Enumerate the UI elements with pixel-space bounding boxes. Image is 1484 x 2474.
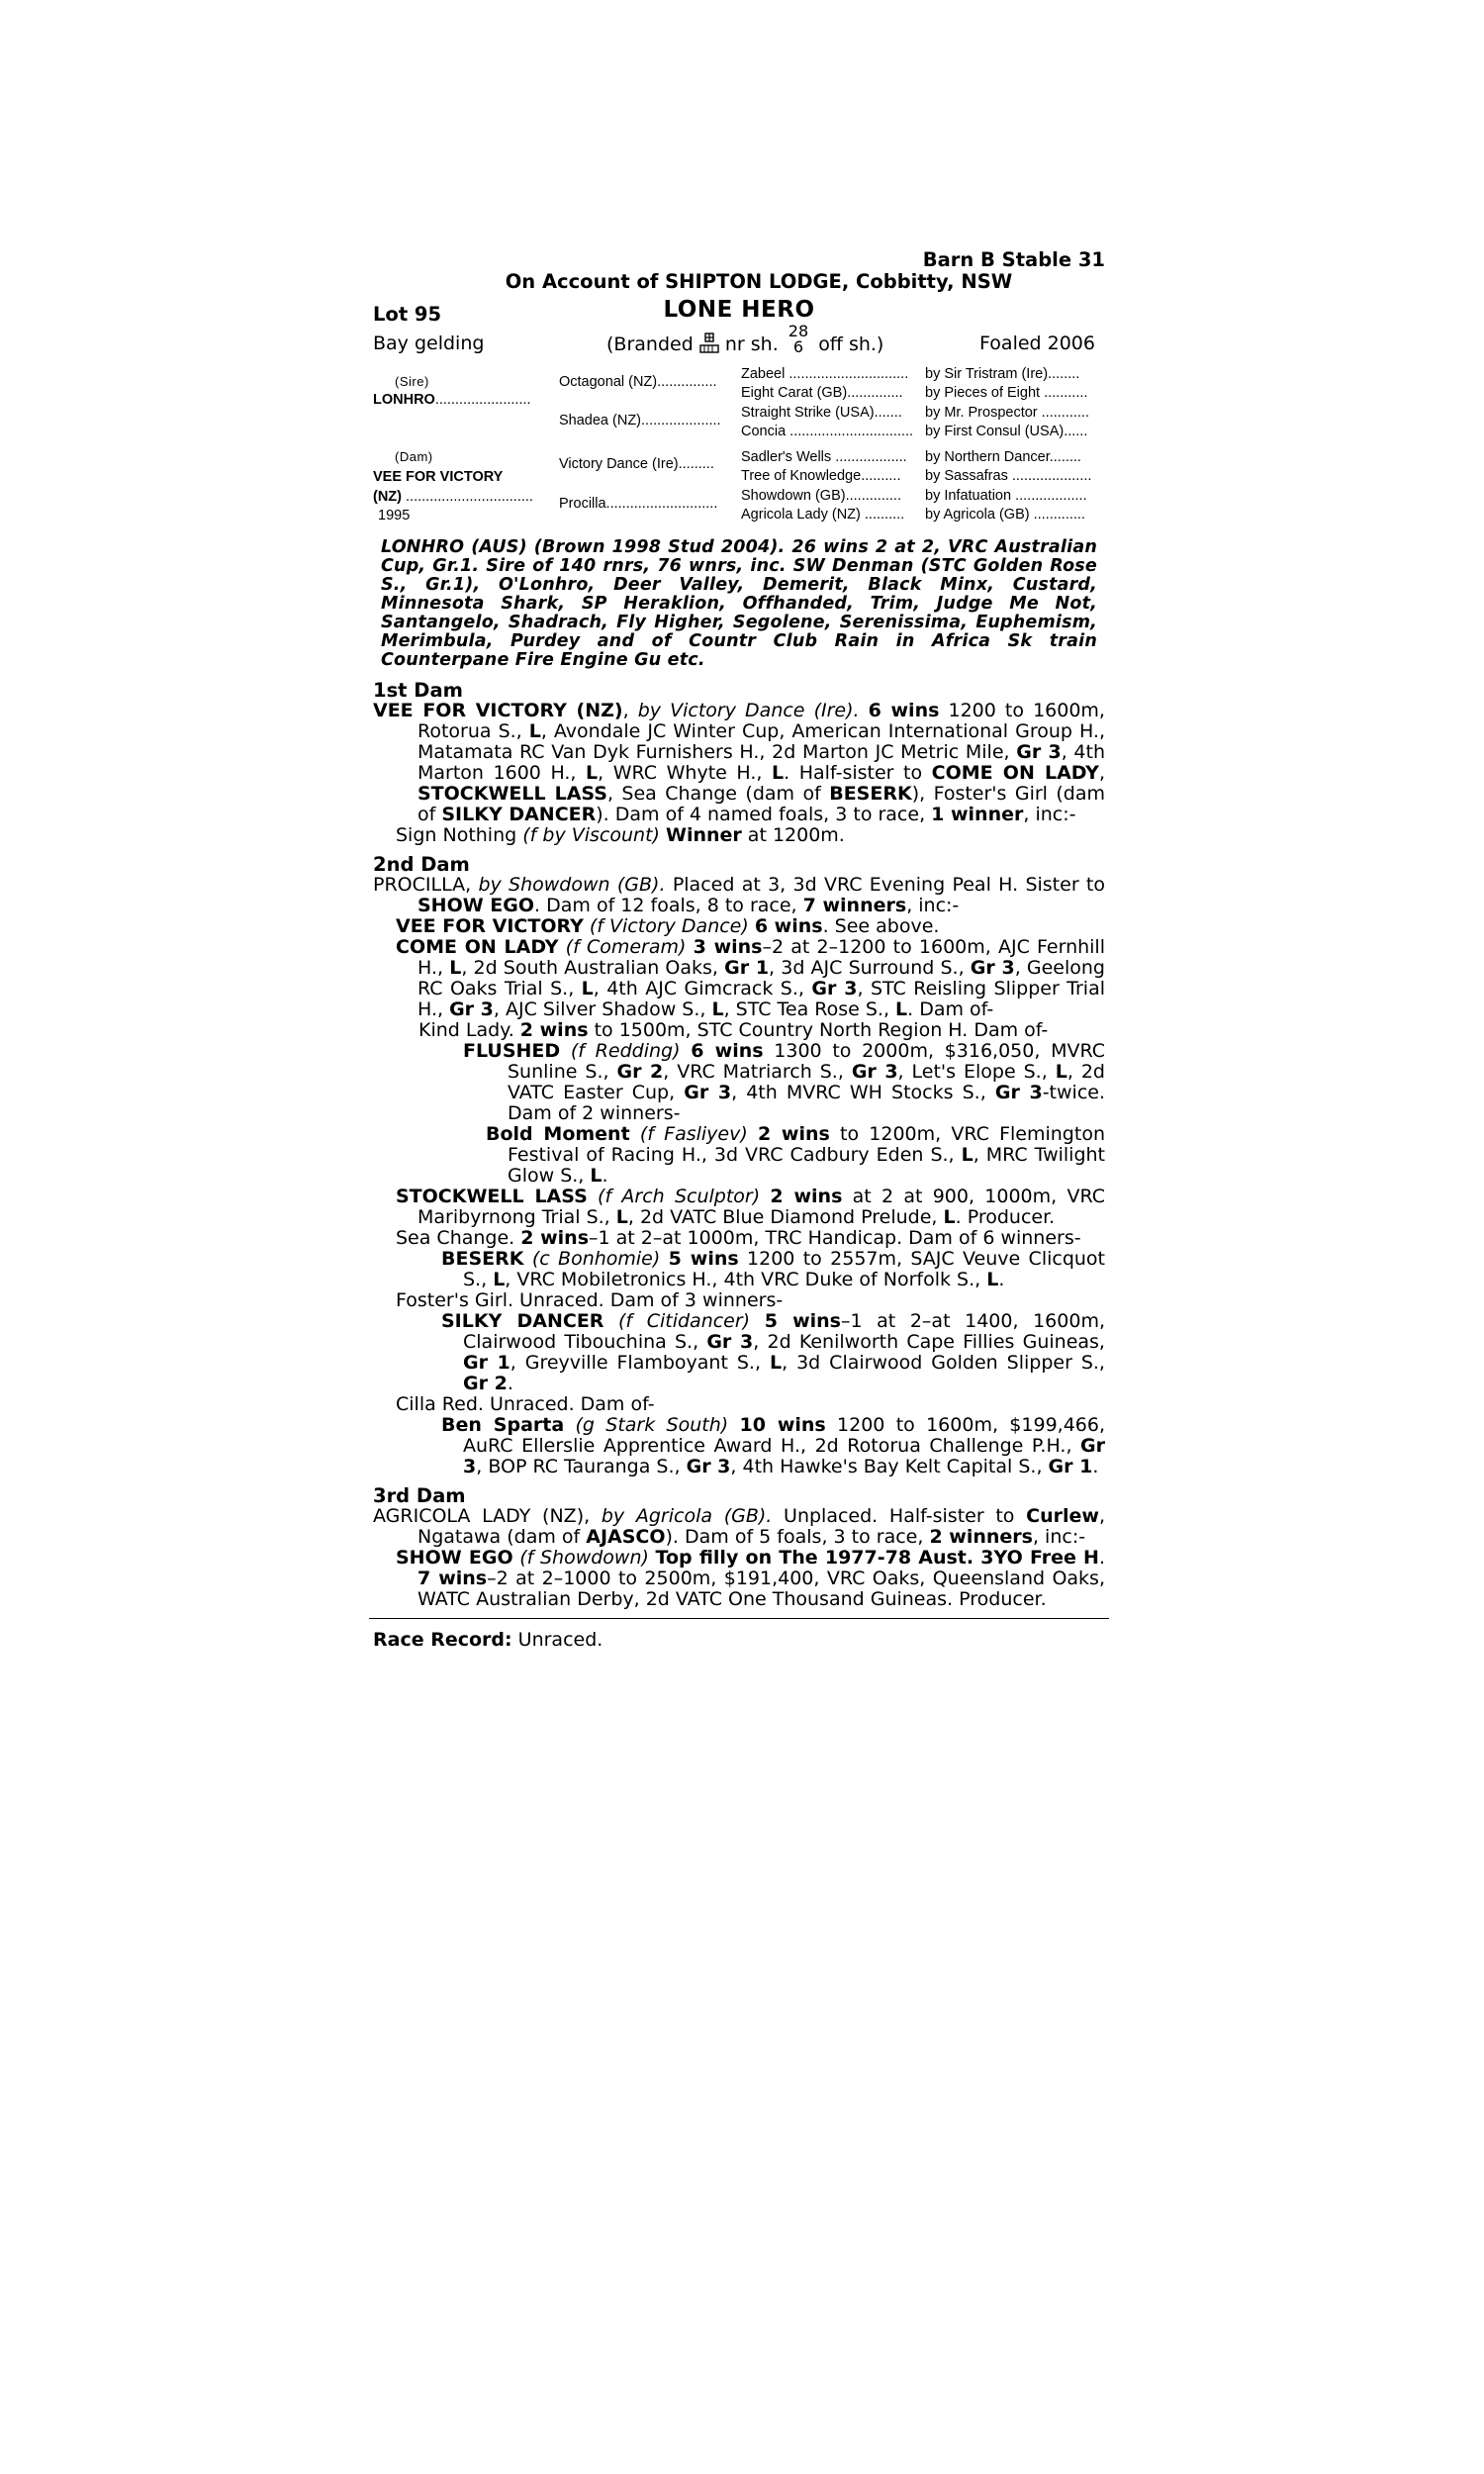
dam-name-line2: (NZ) ................................ [373, 489, 533, 505]
progeny-sign-nothing: Sign Nothing (f by Viscount) Winner at 1200m. [396, 824, 845, 846]
brand-mid: nr sh. [724, 333, 779, 355]
g3-by-7: by Infatuation .................. [925, 488, 1087, 504]
progeny-silky-dancer: SILKY DANCER (f Citidancer) 5 wins–1 at 2–at 1400, 1600m, Clairwood Tibouchina S., Gr 3, 2d Kenilworth Cape Fillies Guineas, Gr 1, Greyville Flamboyant S., L, 3d Clairwood Golden Slipper S., Gr 2. [441, 1310, 1105, 1394]
g3-name-7: Showdown (GB).............. [741, 488, 901, 504]
g3-by-4: by First Consul (USA)...... [925, 424, 1088, 439]
lot-row [373, 297, 1105, 327]
g3-by-6: by Sassafras .................... [925, 468, 1092, 484]
second-dam-entry: PROCILLA, by Showdown (GB). Placed at 3, 3d VRC Evening Peal H. Sister to SHOW EGO. Dam of 12 foals, 8 to race, 7 winners, inc:- [373, 874, 1106, 916]
g3-by-2: by Pieces of Eight ........... [925, 385, 1088, 401]
progeny-beserk: BESERK (c Bonhomie) 5 wins 1200 to 2557m, SAJC Veuve Clicquot S., L, VRC Mobiletronics H., 4th VRC Duke of Norfolk S., L. [441, 1248, 1105, 1290]
progeny-sea-change: Sea Change. 2 wins–1 at 2–at 1000m, TRC Handicap. Dam of 6 winners- [396, 1227, 1081, 1249]
progeny-cilla-red: Cilla Red. Unraced. Dam of- [396, 1393, 655, 1415]
progeny-vee-for-victory: VEE FOR VICTORY (f Victory Dance) 6 wins. See above. [396, 915, 940, 937]
first-dam-heading: 1st Dam [373, 679, 463, 702]
sire-sire: Octagonal (NZ)............... [559, 374, 717, 390]
g3-name-1: Zabeel .............................. [741, 366, 909, 382]
dam-label: (Dam) [395, 449, 433, 464]
catalogue-page [373, 249, 1105, 1651]
progeny-flushed: FLUSHED (f Redding) 6 wins 1300 to 2000m, $316,050, MVRC Sunline S., Gr 2, VRC Matriarch S., Gr 3, Let's Elope S., L, 2d VATC Easter Cup, Gr 3, 4th MVRC WH Stocks S., Gr 3-twice. Dam of 2 winners- [463, 1040, 1106, 1124]
progeny-stockwell-lass: STOCKWELL LASS (f Arch Sculptor) 2 wins at 2 at 900, 1000m, VRC Maribyrnong Trial S., L, 2d VATC Blue Diamond Prelude, L. Producer. [396, 1186, 1105, 1228]
progeny-ben-sparta: Ben Sparta (g Stark South) 10 wins 1200 to 1600m, $199,466, AuRC Ellerslie Apprentice Award H., 2d Rotorua Challenge P.H., Gr 3, BOP RC Tauranga S., Gr 3, 4th Hawke's Bay Kelt Capital S., Gr 1. [441, 1414, 1106, 1477]
third-dam-heading: 3rd Dam [373, 1484, 466, 1507]
progeny-kind-lady: Kind Lady. 2 wins to 1500m, STC Country North Region H. Dam of- [418, 1019, 1049, 1041]
g3-name-6: Tree of Knowledge.......... [741, 468, 901, 484]
horse-name: LONE HERO [663, 297, 815, 323]
brand-mark-icon [699, 333, 719, 354]
horse-details-row [373, 322, 1105, 366]
g3-name-8: Agricola Lady (NZ) .......... [741, 507, 905, 523]
dam-dam: Procilla............................ [559, 496, 718, 512]
brand-open: (Branded [606, 333, 694, 355]
g3-name-4: Concia ............................... [741, 424, 914, 439]
sire-summary: LONHRO (AUS) (Brown 1998 Stud 2004). 26 wins 2 at 2, VRC Australian Cup, Gr.1. Sire of 140 rnrs, 76 wnrs, inc. SW Denman (STC Golden Rose S., Gr.1), O'Lonhro, Deer Valley, Demerit, Black Minx, Custard, Minnesota Shark, SP Heraklion, Offhanded, Trim, Judge Me Not, Santangelo, Shadrach, Fly Higher, Segolene, Serenissima, Euphemism, Merimbula, Purdey and of Countr Club Rain in Africa Sk train Counterpane Fire Engine Gu etc. [381, 537, 1097, 670]
vendor-account: On Account of SHIPTON LODGE, Cobbitty, NSW [505, 270, 1013, 293]
dam-name-line1: VEE FOR VICTORY [373, 469, 504, 485]
progeny-fosters-girl: Foster's Girl. Unraced. Dam of 3 winners- [396, 1289, 784, 1311]
foaled-year: Foaled 2006 [979, 333, 1095, 354]
progeny-bold-moment: Bold Moment (f Fasliyev) 2 wins to 1200m, VRC Flemington Festival of Racing H., 3d VRC Cadbury Eden S., L, MRC Twilight Glow S., L. [486, 1123, 1105, 1187]
brand-number [788, 324, 808, 355]
dam-year: 1995 [378, 508, 411, 523]
first-dam-entry: VEE FOR VICTORY (NZ), by Victory Dance (Ire). 6 wins 1200 to 1600m, Rotorua S., L, Avondale JC Winter Cup, American International Group H., Matamata RC Van Dyk Furnishers H., 2d Marton JC Metric Mile, Gr 3, 4th Marton 1600 H., L, WRC Whyte H., L. Half-sister to COME ON LADY, STOCKWELL LASS, Sea Change (dam of BESERK), Foster's Girl (dam of SILKY DANCER). Dam of 4 named foals, 3 to race, 1 winner, inc:- [373, 700, 1106, 825]
g3-name-3: Straight Strike (USA)....... [741, 405, 902, 421]
lot-number: Lot 95 [373, 303, 442, 326]
g3-by-5: by Northern Dancer........ [925, 449, 1081, 465]
sire-label: (Sire) [395, 374, 429, 389]
brand-number-bottom: 6 [792, 337, 804, 356]
third-dam-entry: AGRICOLA LADY (NZ), by Agricola (GB). Unplaced. Half-sister to Curlew, Ngatawa (dam of AJASCO). Dam of 5 foals, 3 to race, 2 winners, inc:- [373, 1505, 1105, 1548]
g3-name-5: Sadler's Wells .................. [741, 449, 907, 465]
g3-by-8: by Agricola (GB) ............. [925, 507, 1085, 523]
sire-dam: Shadea (NZ).................... [559, 413, 721, 428]
pedigree-table [373, 366, 1105, 532]
second-dam-heading: 2nd Dam [373, 853, 470, 876]
sire-name: LONHRO........................ [373, 392, 531, 408]
sex-colour: Bay gelding [373, 333, 485, 354]
g3-by-1: by Sir Tristram (Ire)........ [925, 366, 1080, 382]
brand-number-top: 28 [788, 322, 809, 340]
g3-by-3: by Mr. Prospector ............ [925, 405, 1089, 421]
race-record: Race Record: Unraced. [373, 1629, 603, 1651]
brand-close: off sh.) [818, 333, 884, 355]
g3-name-2: Eight Carat (GB).............. [741, 385, 903, 401]
brand-description [606, 322, 884, 365]
progeny-come-on-lady: COME ON LADY (f Comeram) 3 wins–2 at 2–1200 to 1600m, AJC Fernhill H., L, 2d South Australian Oaks, Gr 1, 3d AJC Surround S., Gr 3, Geelong RC Oaks Trial S., L, 4th AJC Gimcrack S., Gr 3, STC Reisling Slipper Trial H., Gr 3, AJC Silver Shadow S., L, STC Tea Rose S., L. Dam of- [396, 936, 1105, 1020]
progeny-show-ego: SHOW EGO (f Showdown) Top filly on The 1977-78 Aust. 3YO Free H. 7 wins–2 at 2–1000 to 2500m, $191,400, VRC Oaks, Queensland Oaks, WATC Australian Derby, 2d VATC One Thousand Guineas. Producer. [396, 1547, 1106, 1610]
barn-stable: Barn B Stable 31 [922, 248, 1105, 271]
dam-sire: Victory Dance (Ire)......... [559, 456, 714, 472]
divider [369, 1618, 1109, 1619]
